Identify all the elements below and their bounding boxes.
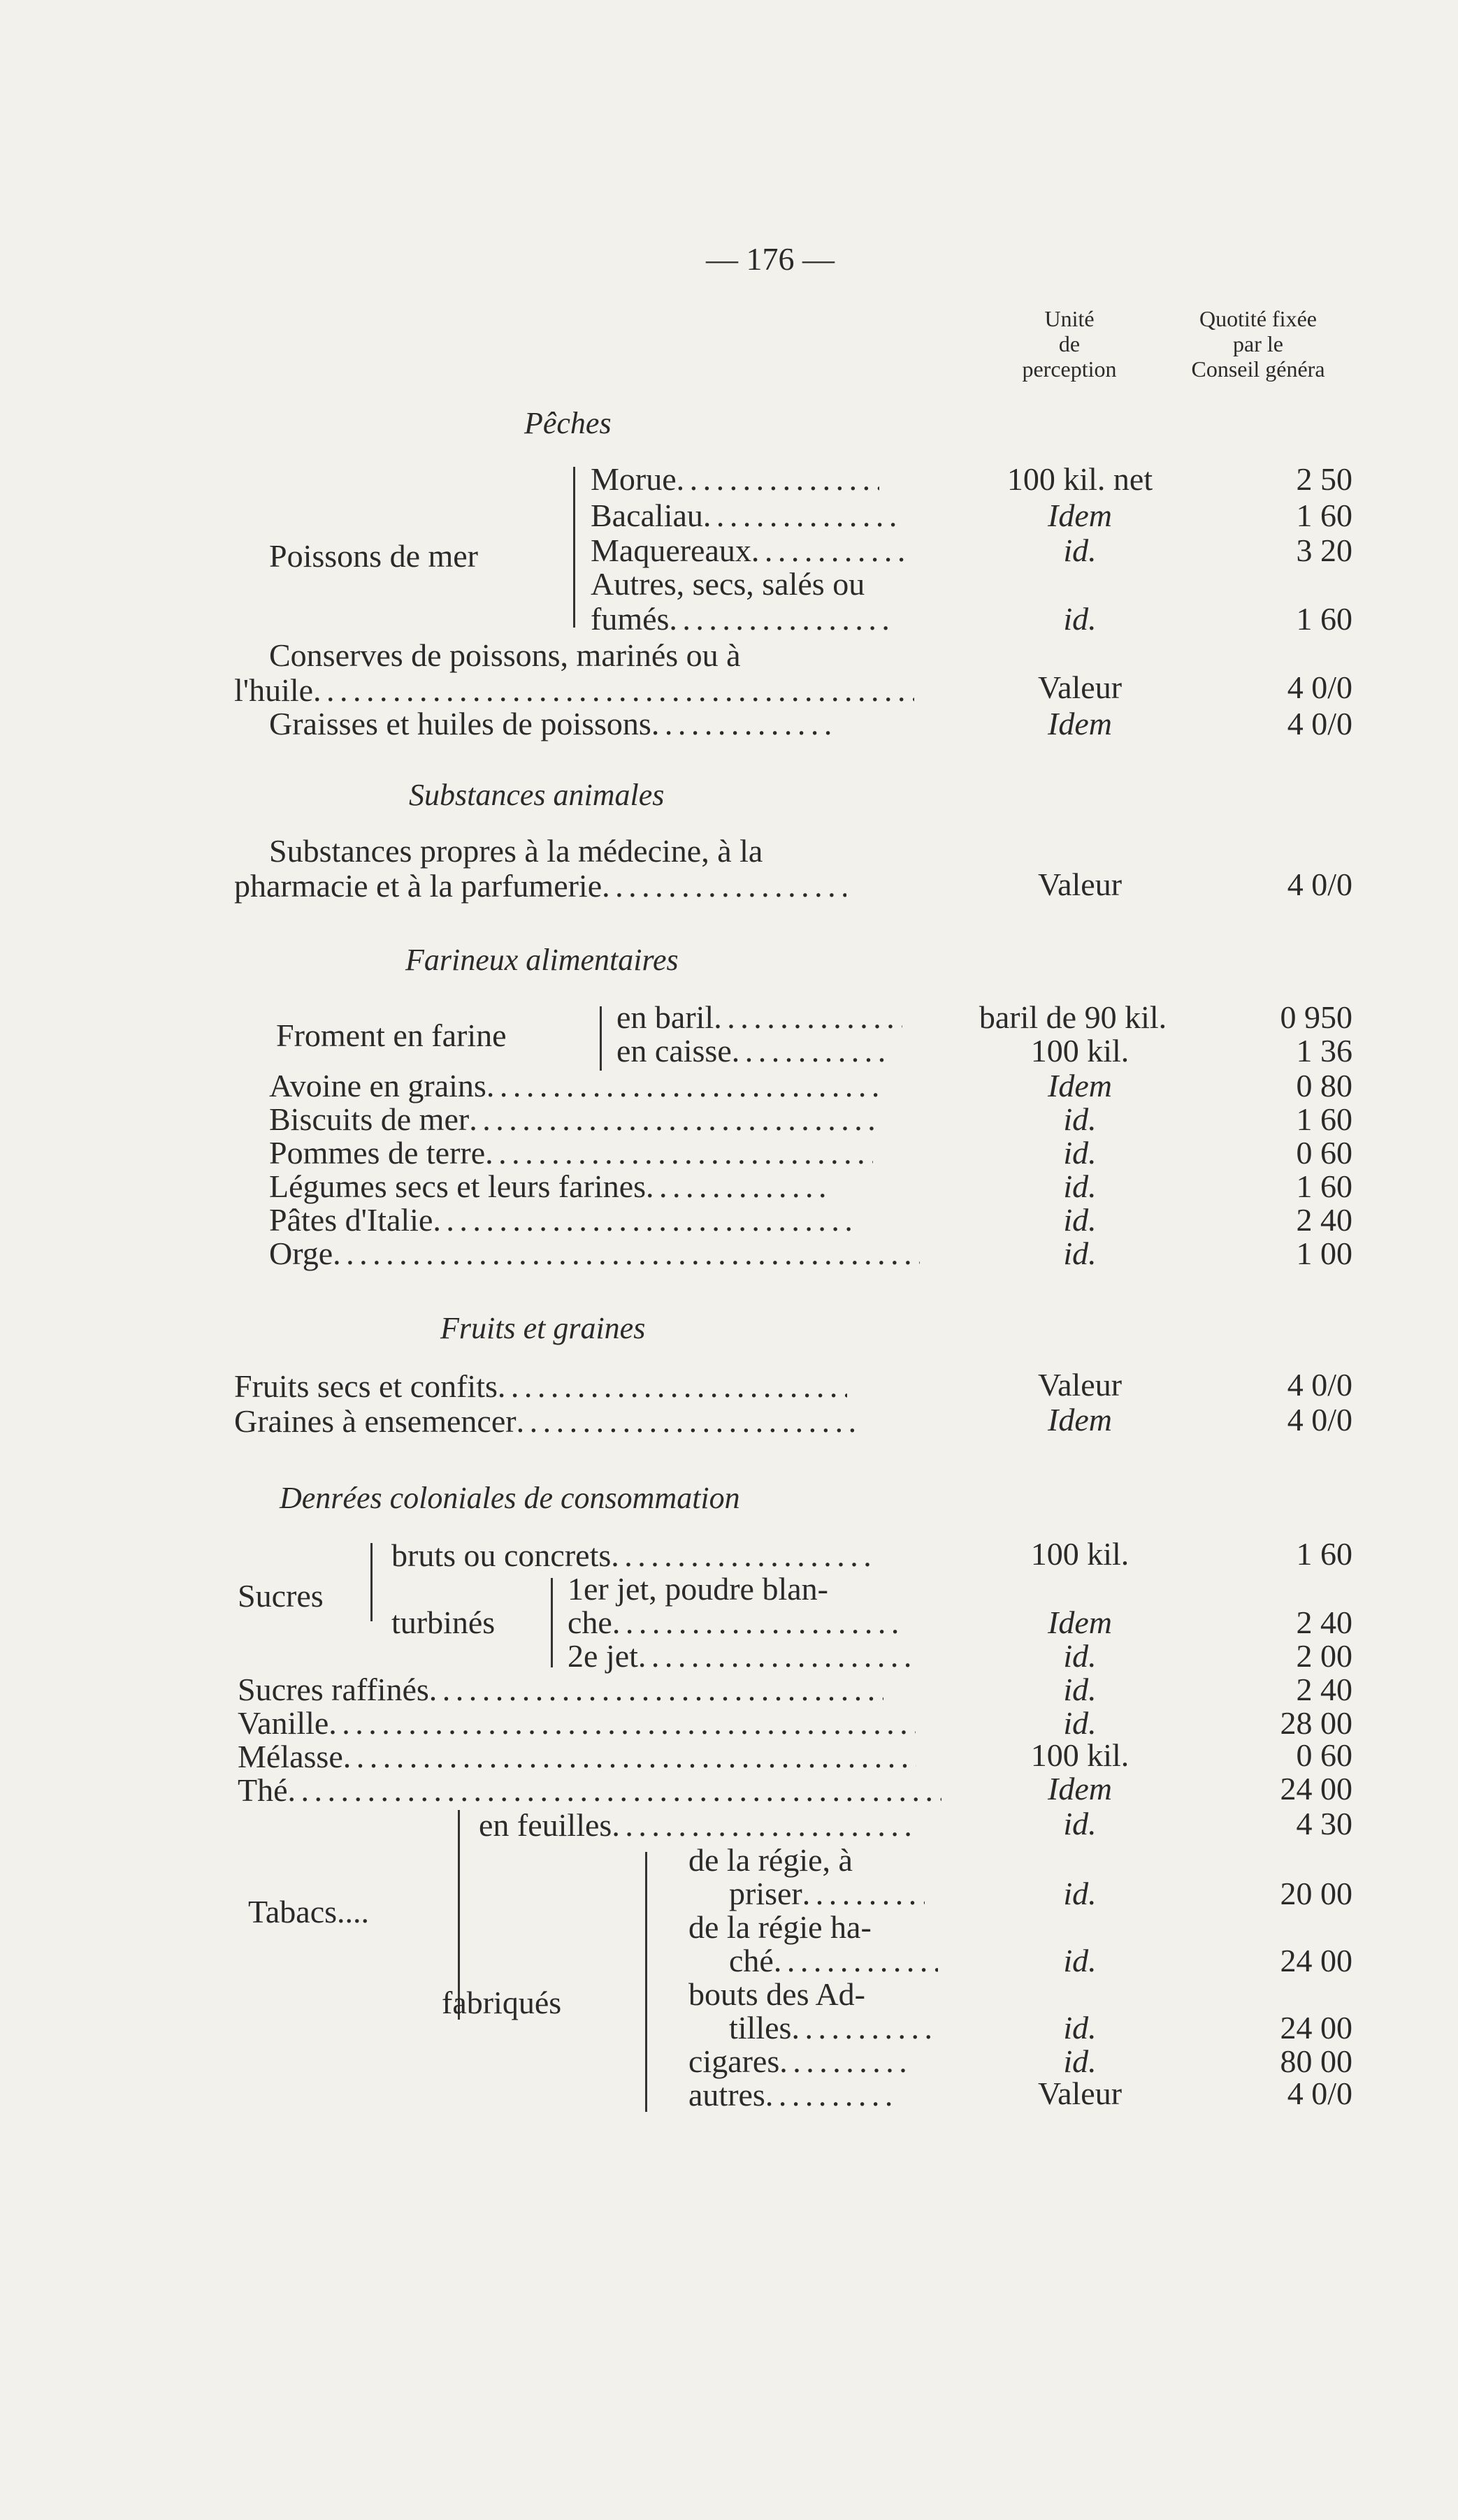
- row-unit: id.: [1063, 533, 1097, 568]
- row-quota: 4 0/0: [1287, 867, 1352, 902]
- brace: [551, 1578, 553, 1667]
- row-unit: 100 kil.: [1030, 1536, 1129, 1572]
- row-unit: id.: [1063, 2010, 1097, 2045]
- row-label: tilles. . .: [729, 2010, 931, 2046]
- brace: [600, 1006, 602, 1071]
- row-label: de la régie ha-: [688, 1909, 872, 1945]
- row-label: en baril. . .: [616, 999, 902, 1036]
- row-unit: id.: [1063, 1236, 1097, 1271]
- row-quota: 1 36: [1296, 1033, 1352, 1069]
- page-number: — 176 —: [706, 241, 835, 277]
- row-unit: 100 kil.: [1030, 1737, 1129, 1773]
- row-quota: 24 00: [1280, 1943, 1352, 1978]
- column-header-unit: Unité de perception: [1022, 306, 1117, 382]
- row-label: Substances propres à la médecine, à la: [269, 833, 763, 869]
- row-label: Morue. . .: [591, 461, 940, 498]
- row-quota: 0 80: [1296, 1068, 1352, 1103]
- group-label-froment: Froment en farine: [276, 1018, 507, 1053]
- row-unit: baril de 90 kil.: [979, 999, 1167, 1035]
- row-quota: 24 00: [1280, 1771, 1352, 1806]
- row-unit: Valeur: [1037, 867, 1123, 902]
- row-label: turbinés: [391, 1605, 496, 1640]
- row-quota: 0 60: [1296, 1135, 1352, 1171]
- section-title-substances: Substances animales: [409, 778, 665, 812]
- row-label: fumés. . .: [591, 601, 893, 637]
- row-label: ché. . .: [729, 1943, 938, 1979]
- row-quota: 1 00: [1296, 1236, 1352, 1271]
- row-unit: Idem: [1048, 1068, 1112, 1103]
- row-quota: 4 30: [1296, 1806, 1352, 1841]
- section-title-denrees: Denrées coloniales de consommation: [280, 1481, 740, 1515]
- row-quota: 2 40: [1296, 1672, 1352, 1707]
- row-quota: 4 0/0: [1287, 2076, 1352, 2111]
- row-label: Conserves de poissons, marinés ou à: [269, 637, 741, 673]
- row-quota: 1 60: [1296, 601, 1352, 637]
- row-label: Thé. . .: [238, 1772, 941, 1809]
- brace: [573, 467, 575, 628]
- row-unit: Idem: [1048, 1402, 1112, 1438]
- row-quota: 3 20: [1296, 533, 1352, 568]
- row-label: Vanille. . .: [238, 1705, 916, 1741]
- row-unit: id.: [1063, 1202, 1097, 1238]
- row-quota: 4 0/0: [1287, 706, 1352, 741]
- brace: [645, 1852, 647, 2112]
- row-quota: 2 40: [1296, 1605, 1352, 1640]
- row-label: bouts des Ad-: [688, 1976, 865, 2012]
- row-label: en feuilles. . .: [479, 1807, 916, 1844]
- row-label: bruts ou concrets. . .: [391, 1537, 876, 1574]
- group-label-sucres: Sucres: [238, 1578, 324, 1614]
- row-quota: 1 60: [1296, 1168, 1352, 1204]
- row-label: autres. . .: [688, 2077, 895, 2113]
- row-label: Fruits secs et confits. . .: [234, 1368, 847, 1405]
- row-label: Pommes de terre. . .: [269, 1135, 873, 1171]
- section-title-peches: Pêches: [524, 406, 612, 440]
- row-label: cigares. . .: [688, 2043, 905, 2080]
- brace: [370, 1543, 373, 1621]
- group-label-tabacs: Tabacs....: [248, 1894, 370, 1929]
- row-label: 2e jet. . .: [568, 1638, 918, 1674]
- row-quota: 24 00: [1280, 2010, 1352, 2045]
- row-unit: 100 kil. net: [1006, 461, 1153, 497]
- row-label: Orge. . .: [269, 1236, 920, 1272]
- row-unit: Idem: [1048, 1605, 1112, 1640]
- row-label: Graisses et huiles de poissons. . .: [269, 706, 837, 742]
- row-quota: 1 60: [1296, 498, 1352, 533]
- row-quota: 2 50: [1296, 461, 1352, 497]
- row-unit: id.: [1063, 1876, 1097, 1911]
- row-unit: id.: [1063, 1168, 1097, 1204]
- group-label-poissons: Poissons de mer: [269, 538, 478, 574]
- row-label: fabriqués: [442, 1985, 562, 2020]
- row-label: l'huile. . .: [234, 672, 914, 709]
- row-quota: 1 60: [1296, 1536, 1352, 1572]
- section-title-farineux: Farineux alimentaires: [405, 943, 679, 977]
- row-label: Mélasse. . .: [238, 1739, 916, 1775]
- row-unit: id.: [1063, 1101, 1097, 1137]
- row-label: pharmacie et à la parfumerie. . .: [234, 868, 846, 904]
- row-label: Sucres raffinés. . .: [238, 1672, 883, 1708]
- row-label: Pâtes d'Italie. . .: [269, 1202, 859, 1238]
- row-unit: id.: [1063, 1943, 1097, 1978]
- row-quota: 0 60: [1296, 1737, 1352, 1773]
- row-unit: Idem: [1048, 706, 1112, 741]
- row-unit: Valeur: [1037, 2076, 1123, 2111]
- row-unit: id.: [1063, 1806, 1097, 1841]
- row-unit: Valeur: [1037, 669, 1123, 705]
- row-quota: 0 950: [1280, 999, 1352, 1035]
- row-label: Biscuits de mer. . .: [269, 1101, 881, 1138]
- row-unit: id.: [1063, 1638, 1097, 1674]
- row-label: Légumes secs et leurs farines. . .: [269, 1168, 831, 1205]
- row-label: Autres, secs, salés ou: [591, 566, 865, 602]
- row-label: Graines à ensemencer. . .: [234, 1403, 862, 1440]
- row-label: priser. . .: [729, 1876, 925, 1912]
- row-quota: 4 0/0: [1287, 669, 1352, 705]
- row-unit: id.: [1063, 601, 1097, 637]
- row-unit: id.: [1063, 1135, 1097, 1171]
- row-unit: Idem: [1048, 498, 1112, 533]
- row-quota: 2 00: [1296, 1638, 1352, 1674]
- row-unit: Valeur: [1037, 1367, 1123, 1403]
- section-title-fruits: Fruits et graines: [440, 1311, 646, 1345]
- row-quota: 4 0/0: [1287, 1402, 1352, 1438]
- row-quota: 28 00: [1280, 1705, 1352, 1741]
- row-label: Avoine en grains. . .: [269, 1068, 878, 1104]
- row-unit: id.: [1063, 1705, 1097, 1741]
- row-label: 1er jet, poudre blan-: [568, 1571, 828, 1607]
- row-label: che. . .: [568, 1605, 906, 1641]
- row-unit: id.: [1063, 1672, 1097, 1707]
- row-quota: 4 0/0: [1287, 1367, 1352, 1403]
- row-quota: 20 00: [1280, 1876, 1352, 1911]
- row-unit: 100 kil.: [1030, 1033, 1129, 1069]
- row-quota: 80 00: [1280, 2043, 1352, 2079]
- row-quota: 2 40: [1296, 1202, 1352, 1238]
- row-label: en caisse. . .: [616, 1033, 893, 1069]
- row-label: Maquereaux. . .: [591, 533, 912, 569]
- row-unit: Idem: [1048, 1771, 1112, 1806]
- row-quota: 1 60: [1296, 1101, 1352, 1137]
- row-label: de la régie, à: [688, 1842, 853, 1878]
- row-unit: id.: [1063, 2043, 1097, 2079]
- row-label: Bacaliau. . .: [591, 498, 895, 534]
- column-header-quota: Quotité fixée par le Conseil généra: [1191, 306, 1325, 382]
